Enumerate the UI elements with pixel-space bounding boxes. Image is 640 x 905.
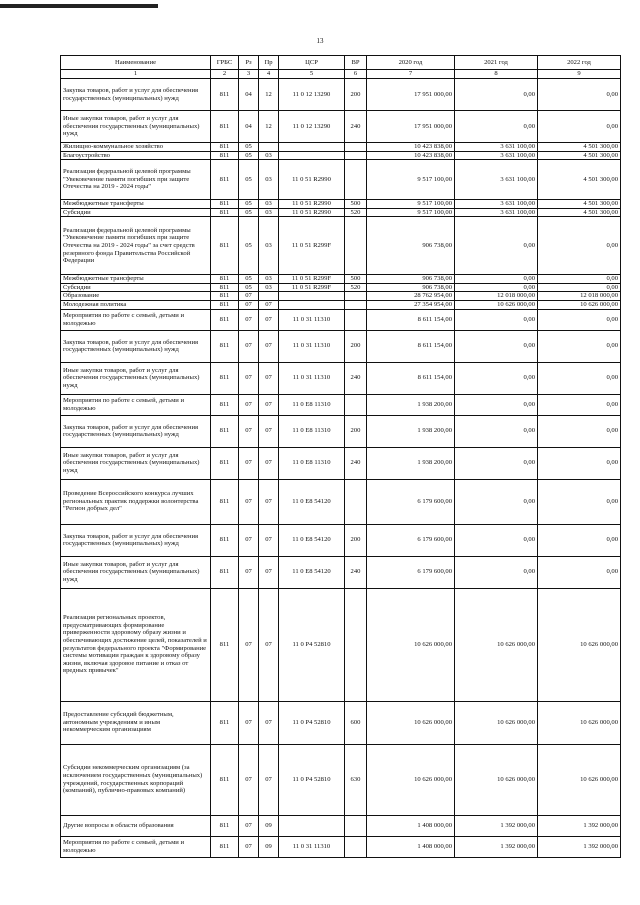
csr-cell: 11 0 P4 52810 (279, 588, 345, 701)
amount-2022: 0,00 (538, 111, 621, 143)
rz-cell: 04 (239, 79, 259, 111)
amount-2022: 4 501 300,00 (538, 208, 621, 217)
row-name: Реализация региональных проектов, предусматривающих формирование приверженности здоровому образу жизни и обеспечивающих достижение целей, показателей и результатов федерального проекта "Формирование системы мотивации граждан к здоровому образу жизни, включая здоровое питание и отказ от вредных привычек" (61, 588, 211, 701)
rz-cell: 07 (239, 415, 259, 447)
row-name: Межбюджетные трансферты (61, 275, 211, 284)
amount-2021: 0,00 (455, 479, 538, 524)
table-row (61, 143, 621, 152)
csr-cell: 11 0 31 11310 (279, 362, 345, 394)
amount-2022: 0,00 (538, 556, 621, 588)
row-name: Межбюджетные трансферты (61, 200, 211, 209)
row-name: Субсидии (61, 208, 211, 217)
grbs-cell: 811 (211, 217, 239, 275)
table-row (61, 283, 621, 292)
row-name: Иные закупки товаров, работ и услуг для обеспечения государственных (муниципальных) нужд (61, 447, 211, 479)
row-name: Иные закупки товаров, работ и услуг для обеспечения государственных (муниципальных) нужд (61, 362, 211, 394)
scan-mark (0, 4, 158, 8)
rz-cell: 05 (239, 160, 259, 200)
vr-cell (345, 309, 367, 330)
table-row (61, 111, 621, 143)
amount-2022: 10 626 000,00 (538, 588, 621, 701)
amount-2021: 0,00 (455, 283, 538, 292)
amount-2022: 1 392 000,00 (538, 815, 621, 836)
row-name: Реализация федеральной целевой программы "Увековечение памяти погибших при защите Отечества на 2019 - 2024 годы" (61, 160, 211, 200)
amount-2020: 10 423 838,00 (367, 151, 455, 160)
rz-cell: 07 (239, 447, 259, 479)
grbs-cell: 811 (211, 815, 239, 836)
amount-2021: 12 018 000,00 (455, 292, 538, 301)
rz-cell: 07 (239, 330, 259, 362)
grbs-cell: 811 (211, 309, 239, 330)
table-row (61, 301, 621, 310)
amount-2021: 0,00 (455, 275, 538, 284)
amount-2020: 27 354 954,00 (367, 301, 455, 310)
rz-cell: 07 (239, 394, 259, 415)
table-row (61, 309, 621, 330)
csr-cell: 11 0 51 R299F (279, 275, 345, 284)
grbs-cell: 811 (211, 283, 239, 292)
grbs-cell: 811 (211, 588, 239, 701)
rz-cell: 07 (239, 556, 259, 588)
rz-cell: 07 (239, 362, 259, 394)
header-cell: ВР (345, 56, 367, 70)
amount-2021: 0,00 (455, 217, 538, 275)
csr-cell: 11 0 31 11310 (279, 330, 345, 362)
pr-cell: 09 (259, 836, 279, 857)
rz-cell: 05 (239, 208, 259, 217)
column-number: 5 (279, 70, 345, 79)
amount-2020: 10 626 000,00 (367, 701, 455, 744)
amount-2021: 3 631 100,00 (455, 208, 538, 217)
csr-cell: 11 0 12 13290 (279, 111, 345, 143)
rz-cell: 07 (239, 292, 259, 301)
pr-cell (259, 143, 279, 152)
csr-cell: 11 0 E8 54120 (279, 524, 345, 556)
pr-cell: 03 (259, 200, 279, 209)
vr-cell: 200 (345, 330, 367, 362)
row-name: Образование (61, 292, 211, 301)
amount-2021: 3 631 100,00 (455, 143, 538, 152)
pr-cell: 07 (259, 301, 279, 310)
table-row (61, 79, 621, 111)
amount-2022: 1 392 000,00 (538, 836, 621, 857)
header-cell: ГРБС (211, 56, 239, 70)
amount-2020: 6 179 600,00 (367, 556, 455, 588)
amount-2022: 10 626 000,00 (538, 744, 621, 815)
vr-cell: 200 (345, 79, 367, 111)
page-number: 13 (316, 37, 324, 45)
grbs-cell: 811 (211, 394, 239, 415)
rz-cell: 07 (239, 701, 259, 744)
amount-2022: 0,00 (538, 275, 621, 284)
grbs-cell: 811 (211, 208, 239, 217)
amount-2021: 0,00 (455, 556, 538, 588)
row-name: Закупка товаров, работ и услуг для обеспечения государственных (муниципальных) нужд (61, 524, 211, 556)
rz-cell: 07 (239, 744, 259, 815)
vr-cell (345, 815, 367, 836)
csr-cell: 11 0 E8 11310 (279, 394, 345, 415)
column-number: 6 (345, 70, 367, 79)
amount-2020: 8 611 154,00 (367, 362, 455, 394)
header-cell: Рз (239, 56, 259, 70)
vr-cell (345, 836, 367, 857)
table-row (61, 160, 621, 200)
pr-cell: 09 (259, 815, 279, 836)
amount-2022: 4 501 300,00 (538, 200, 621, 209)
grbs-cell: 811 (211, 415, 239, 447)
pr-cell: 07 (259, 362, 279, 394)
table-row (61, 394, 621, 415)
row-name: Проведение Всероссийского конкурса лучших региональных практик поддержки волонтерства "Регион добрых дел" (61, 479, 211, 524)
amount-2020: 1 938 200,00 (367, 394, 455, 415)
csr-cell: 11 0 P4 52810 (279, 744, 345, 815)
amount-2022: 0,00 (538, 217, 621, 275)
grbs-cell: 811 (211, 701, 239, 744)
csr-cell: 11 0 51 R2990 (279, 200, 345, 209)
pr-cell: 07 (259, 447, 279, 479)
header-cell: 2021 год (455, 56, 538, 70)
rz-cell: 05 (239, 217, 259, 275)
pr-cell: 03 (259, 160, 279, 200)
amount-2021: 1 392 000,00 (455, 836, 538, 857)
vr-cell: 520 (345, 208, 367, 217)
grbs-cell: 811 (211, 479, 239, 524)
vr-cell (345, 394, 367, 415)
pr-cell: 07 (259, 744, 279, 815)
amount-2021: 0,00 (455, 415, 538, 447)
budget-table (60, 55, 621, 858)
vr-cell: 200 (345, 415, 367, 447)
row-name: Иные закупки товаров, работ и услуг для обеспечения государственных (муниципальных) нужд (61, 556, 211, 588)
table-row (61, 415, 621, 447)
header-cell: 2022 год (538, 56, 621, 70)
amount-2021: 1 392 000,00 (455, 815, 538, 836)
table-row (61, 208, 621, 217)
csr-cell (279, 143, 345, 152)
pr-cell: 07 (259, 556, 279, 588)
pr-cell: 03 (259, 283, 279, 292)
csr-cell: 11 0 P4 52810 (279, 701, 345, 744)
vr-cell: 600 (345, 701, 367, 744)
rz-cell: 07 (239, 588, 259, 701)
grbs-cell: 811 (211, 151, 239, 160)
row-name: Жилищно-коммунальное хозяйство (61, 143, 211, 152)
csr-cell: 11 0 12 13290 (279, 79, 345, 111)
pr-cell: 07 (259, 415, 279, 447)
amount-2020: 10 626 000,00 (367, 744, 455, 815)
amount-2022: 4 501 300,00 (538, 143, 621, 152)
csr-cell (279, 292, 345, 301)
csr-cell: 11 0 E8 54120 (279, 479, 345, 524)
amount-2020: 9 517 100,00 (367, 200, 455, 209)
vr-cell: 520 (345, 283, 367, 292)
grbs-cell: 811 (211, 143, 239, 152)
header-cell: ЦСР (279, 56, 345, 70)
amount-2020: 10 423 838,00 (367, 143, 455, 152)
column-number: 3 (239, 70, 259, 79)
rz-cell: 07 (239, 524, 259, 556)
vr-cell: 500 (345, 200, 367, 209)
amount-2021: 10 626 000,00 (455, 301, 538, 310)
grbs-cell: 811 (211, 275, 239, 284)
csr-cell (279, 151, 345, 160)
vr-cell (345, 588, 367, 701)
table-row (61, 275, 621, 284)
amount-2020: 28 762 954,00 (367, 292, 455, 301)
pr-cell: 07 (259, 701, 279, 744)
amount-2020: 17 951 000,00 (367, 111, 455, 143)
amount-2022: 0,00 (538, 283, 621, 292)
pr-cell: 03 (259, 208, 279, 217)
csr-cell: 11 0 E8 11310 (279, 415, 345, 447)
amount-2021: 0,00 (455, 447, 538, 479)
grbs-cell: 811 (211, 330, 239, 362)
amount-2021: 10 626 000,00 (455, 701, 538, 744)
row-name: Молодежная политика (61, 301, 211, 310)
amount-2022: 0,00 (538, 362, 621, 394)
vr-cell: 200 (345, 524, 367, 556)
csr-cell: 11 0 31 11310 (279, 836, 345, 857)
row-name: Закупка товаров, работ и услуг для обеспечения государственных (муниципальных) нужд (61, 330, 211, 362)
row-name: Другие вопросы в области образования (61, 815, 211, 836)
grbs-cell: 811 (211, 301, 239, 310)
amount-2021: 0,00 (455, 394, 538, 415)
rz-cell: 07 (239, 301, 259, 310)
amount-2021: 10 626 000,00 (455, 588, 538, 701)
table-row (61, 524, 621, 556)
amount-2022: 0,00 (538, 330, 621, 362)
amount-2020: 9 517 100,00 (367, 160, 455, 200)
pr-cell: 07 (259, 394, 279, 415)
row-name: Субсидии (61, 283, 211, 292)
amount-2020: 1 408 000,00 (367, 815, 455, 836)
row-name: Иные закупки товаров, работ и услуг для обеспечения государственных (муниципальных) нужд (61, 111, 211, 143)
grbs-cell: 811 (211, 524, 239, 556)
row-name: Субсидии некоммерческим организациям (за исключением государственных (муниципальных) учреждений, государственных корпораций (компаний), публично-правовых компаний) (61, 744, 211, 815)
amount-2022: 0,00 (538, 479, 621, 524)
header-cell: Наименование (61, 56, 211, 70)
amount-2020: 6 179 600,00 (367, 479, 455, 524)
amount-2021: 0,00 (455, 309, 538, 330)
pr-cell: 03 (259, 275, 279, 284)
rz-cell: 05 (239, 151, 259, 160)
amount-2020: 906 738,00 (367, 275, 455, 284)
pr-cell: 07 (259, 524, 279, 556)
pr-cell: 03 (259, 151, 279, 160)
row-name: Благоустройство (61, 151, 211, 160)
grbs-cell: 811 (211, 111, 239, 143)
rz-cell: 07 (239, 479, 259, 524)
table-row (61, 292, 621, 301)
vr-cell: 630 (345, 744, 367, 815)
table-row (61, 556, 621, 588)
row-name: Мероприятия по работе с семьей, детьми и молодежью (61, 309, 211, 330)
csr-cell: 11 0 51 R2990 (279, 160, 345, 200)
pr-cell: 07 (259, 479, 279, 524)
vr-cell (345, 143, 367, 152)
amount-2022: 0,00 (538, 524, 621, 556)
row-name: Закупка товаров, работ и услуг для обеспечения государственных (муниципальных) нужд (61, 415, 211, 447)
grbs-cell: 811 (211, 160, 239, 200)
vr-cell: 240 (345, 556, 367, 588)
amount-2020: 6 179 600,00 (367, 524, 455, 556)
grbs-cell: 811 (211, 200, 239, 209)
vr-cell (345, 217, 367, 275)
vr-cell: 240 (345, 362, 367, 394)
amount-2020: 10 626 000,00 (367, 588, 455, 701)
column-number: 1 (61, 70, 211, 79)
vr-cell (345, 292, 367, 301)
grbs-cell: 811 (211, 836, 239, 857)
row-name: Мероприятия по работе с семьей, детьми и молодежью (61, 836, 211, 857)
amount-2021: 3 631 100,00 (455, 160, 538, 200)
amount-2020: 8 611 154,00 (367, 309, 455, 330)
amount-2022: 4 501 300,00 (538, 160, 621, 200)
amount-2020: 1 938 200,00 (367, 447, 455, 479)
pr-cell: 03 (259, 217, 279, 275)
grbs-cell: 811 (211, 362, 239, 394)
rz-cell: 05 (239, 283, 259, 292)
vr-cell (345, 301, 367, 310)
pr-cell: 07 (259, 330, 279, 362)
csr-cell: 11 0 E8 11310 (279, 447, 345, 479)
vr-cell: 240 (345, 111, 367, 143)
column-number-row (61, 70, 621, 79)
column-number: 4 (259, 70, 279, 79)
amount-2022: 0,00 (538, 394, 621, 415)
amount-2020: 9 517 100,00 (367, 208, 455, 217)
header-row (61, 56, 621, 70)
amount-2021: 0,00 (455, 79, 538, 111)
table-row (61, 151, 621, 160)
vr-cell (345, 160, 367, 200)
table-row (61, 744, 621, 815)
amount-2021: 0,00 (455, 362, 538, 394)
csr-cell (279, 301, 345, 310)
table-row (61, 447, 621, 479)
row-name: Закупка товаров, работ и услуг для обеспечения государственных (муниципальных) нужд (61, 79, 211, 111)
grbs-cell: 811 (211, 556, 239, 588)
row-name: Предоставление субсидий бюджетным, автономным учреждениям и иным некоммерческим организациям (61, 701, 211, 744)
vr-cell (345, 151, 367, 160)
table-row (61, 479, 621, 524)
pr-cell: 07 (259, 309, 279, 330)
csr-cell: 11 0 E8 54120 (279, 556, 345, 588)
amount-2022: 0,00 (538, 79, 621, 111)
csr-cell: 11 0 51 R2990 (279, 208, 345, 217)
row-name: Мероприятия по работе с семьей, детьми и молодежью (61, 394, 211, 415)
rz-cell: 04 (239, 111, 259, 143)
amount-2021: 0,00 (455, 111, 538, 143)
rz-cell: 07 (239, 815, 259, 836)
amount-2021: 0,00 (455, 330, 538, 362)
header-cell: 2020 год (367, 56, 455, 70)
amount-2021: 3 631 100,00 (455, 151, 538, 160)
csr-cell: 11 0 51 R299F (279, 283, 345, 292)
amount-2022: 10 626 000,00 (538, 301, 621, 310)
amount-2021: 0,00 (455, 524, 538, 556)
column-number: 9 (538, 70, 621, 79)
amount-2020: 906 738,00 (367, 283, 455, 292)
amount-2022: 0,00 (538, 309, 621, 330)
amount-2020: 17 951 000,00 (367, 79, 455, 111)
row-name: Реализация федеральной целевой программы "Увековечение памяти погибших при защите Отечества на 2019 - 2024 годы" за счет средств резервного фонда Правительства Российской Федерации (61, 217, 211, 275)
pr-cell (259, 292, 279, 301)
csr-cell: 11 0 31 11310 (279, 309, 345, 330)
rz-cell: 05 (239, 275, 259, 284)
rz-cell: 07 (239, 309, 259, 330)
table-row (61, 330, 621, 362)
amount-2020: 906 738,00 (367, 217, 455, 275)
pr-cell: 07 (259, 588, 279, 701)
table-row (61, 362, 621, 394)
table-row (61, 588, 621, 701)
vr-cell (345, 479, 367, 524)
table-row (61, 200, 621, 209)
rz-cell: 07 (239, 836, 259, 857)
grbs-cell: 811 (211, 292, 239, 301)
column-number: 8 (455, 70, 538, 79)
amount-2022: 0,00 (538, 415, 621, 447)
amount-2022: 4 501 300,00 (538, 151, 621, 160)
amount-2022: 10 626 000,00 (538, 701, 621, 744)
vr-cell: 240 (345, 447, 367, 479)
rz-cell: 05 (239, 200, 259, 209)
csr-cell (279, 815, 345, 836)
rz-cell: 05 (239, 143, 259, 152)
table-body (61, 79, 621, 858)
pr-cell: 12 (259, 111, 279, 143)
amount-2022: 0,00 (538, 447, 621, 479)
amount-2022: 12 018 000,00 (538, 292, 621, 301)
table-row (61, 701, 621, 744)
table-row (61, 217, 621, 275)
amount-2020: 8 611 154,00 (367, 330, 455, 362)
column-number: 2 (211, 70, 239, 79)
grbs-cell: 811 (211, 744, 239, 815)
amount-2020: 1 408 000,00 (367, 836, 455, 857)
header-cell: Пр (259, 56, 279, 70)
grbs-cell: 811 (211, 447, 239, 479)
column-number: 7 (367, 70, 455, 79)
grbs-cell: 811 (211, 79, 239, 111)
amount-2021: 10 626 000,00 (455, 744, 538, 815)
table-row (61, 815, 621, 836)
vr-cell: 500 (345, 275, 367, 284)
table-row (61, 836, 621, 857)
pr-cell: 12 (259, 79, 279, 111)
amount-2021: 3 631 100,00 (455, 200, 538, 209)
amount-2020: 1 938 200,00 (367, 415, 455, 447)
csr-cell: 11 0 51 R299F (279, 217, 345, 275)
